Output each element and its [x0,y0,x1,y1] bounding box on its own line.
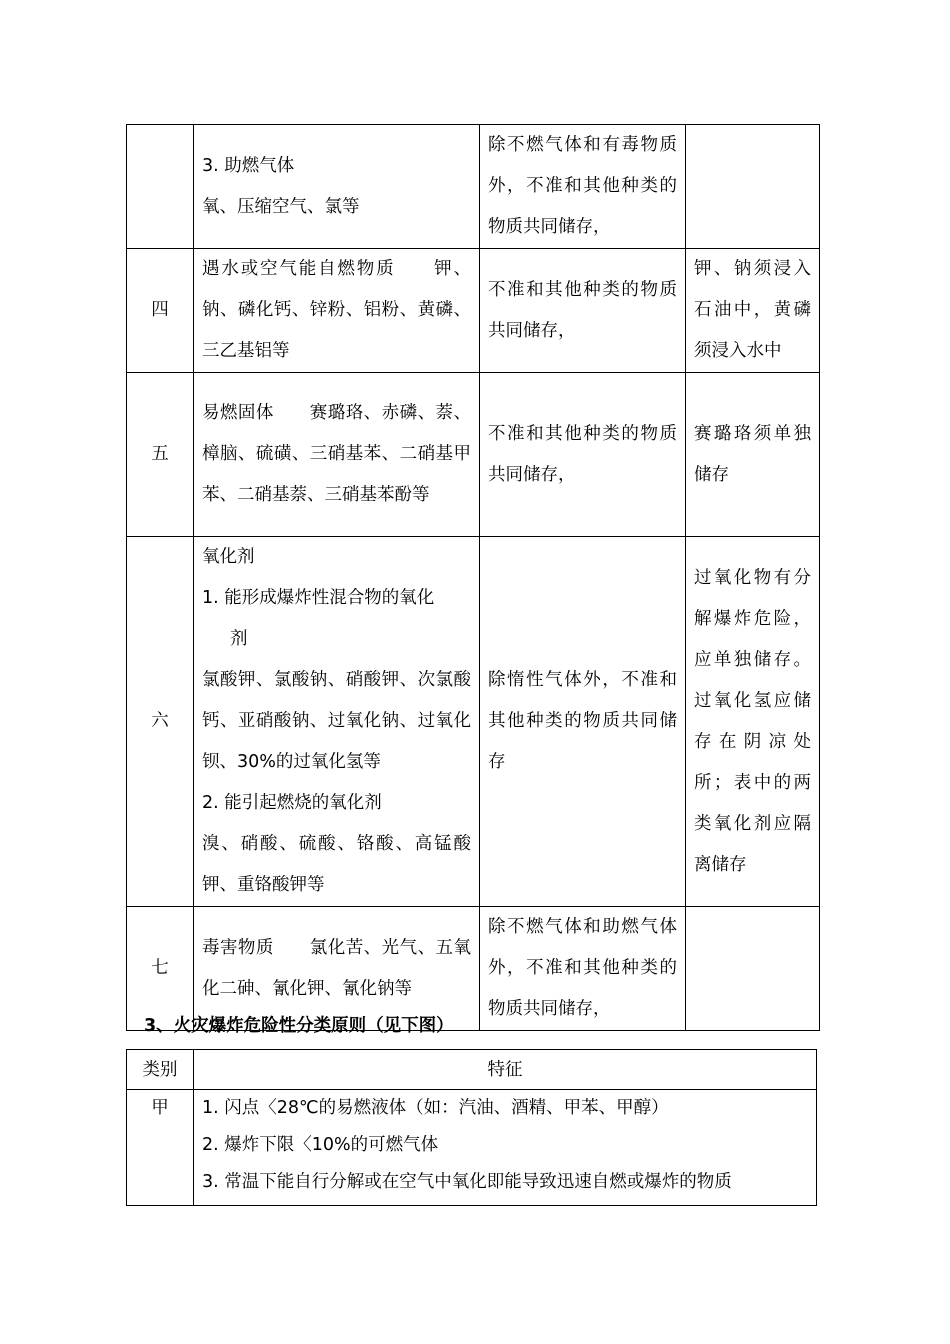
table-row [127,537,820,907]
substance-line: 2. 能引起燃烧的氧化剂 [202,793,382,813]
storage-note: 钾、钠须浸入石油中，黄磷须浸入水中 [686,249,820,373]
substance-line: 剂 [230,629,248,649]
substances-cell [194,125,480,249]
storage-note [686,125,820,249]
substance-line: 遇水或空气能自燃物质 钾、钠、磷化钙、锌粉、铝粉、黄磷、三乙基铝等 [202,259,471,361]
substance-line: 氯酸钾、氯酸钠、硝酸钾、次氯酸钙、亚硝酸钠、过氧化钠、过氧化钡、30%的过氧化氢等 [202,670,471,772]
substances-cell [194,373,480,537]
substance-line: 1. 能形成爆炸性混合物的氧化 [202,588,435,608]
storage-rule: 除不燃气体和助燃气体外，不准和其他种类的物质共同储存， [480,907,686,1031]
storage-rule: 不准和其他种类的物质共同储存， [480,249,686,373]
feature-line: 1. 闪点〈28℃的易燃液体（如：汽油、酒精、甲苯、甲醇） [202,1098,669,1118]
class-number [127,125,194,249]
storage-note [686,907,820,1031]
section-heading: 3、火灾爆炸危险性分类原则（见下图） [144,1016,454,1036]
column-header-category: 类别 [127,1050,194,1090]
storage-note: 赛璐珞须单独储存 [686,373,820,537]
storage-note: 过氧化物有分解爆炸危险，应单独储存。过氧化氢应储存在阴凉处所；表中的两类氧化剂应隔离储存 [686,537,820,907]
substance-line: 氧、压缩空气、氯等 [202,196,360,217]
hazard-table [126,1049,817,1206]
substances-cell [194,907,480,1031]
hazard-category: 甲 [127,1090,194,1206]
substance-line: 氧化剂 [202,547,255,567]
column-header-feature: 特征 [194,1050,817,1090]
substance-line: 易燃固体 赛璐珞、赤磷、萘、樟脑、硫磺、三硝基苯、二硝基甲苯、二硝基萘、三硝基苯酚等 [202,403,471,505]
class-number: 六 [127,537,194,907]
storage-rule: 除不燃气体和有毒物质外，不准和其他种类的物质共同储存， [480,125,686,249]
class-number: 四 [127,249,194,373]
table-row [127,125,820,249]
storage-rule: 除惰性气体外，不准和其他种类的物质共同储存 [480,537,686,907]
table-row [127,249,820,373]
feature-line: 2. 爆炸下限〈10%的可燃气体 [202,1135,439,1155]
substance-line: 3. 助燃气体 [202,155,295,176]
storage-table [126,124,820,1031]
feature-line: 3. 常温下能自行分解或在空气中氧化即能导致迅速自燃或爆炸的物质 [202,1172,732,1192]
substances-cell [194,249,480,373]
features-cell [194,1090,817,1206]
table-row [127,1090,817,1206]
class-number: 七 [127,907,194,1031]
class-number: 五 [127,373,194,537]
table-header-row [127,1050,817,1090]
table-row [127,907,820,1031]
substance-line: 溴、硝酸、硫酸、铬酸、高锰酸钾、重铬酸钾等 [202,834,471,895]
table-row [127,373,820,537]
storage-rule: 不准和其他种类的物质共同储存， [480,373,686,537]
substances-cell [194,537,480,907]
substance-line: 毒害物质 氯化苦、光气、五氧化二砷、氰化钾、氰化钠等 [202,937,471,999]
